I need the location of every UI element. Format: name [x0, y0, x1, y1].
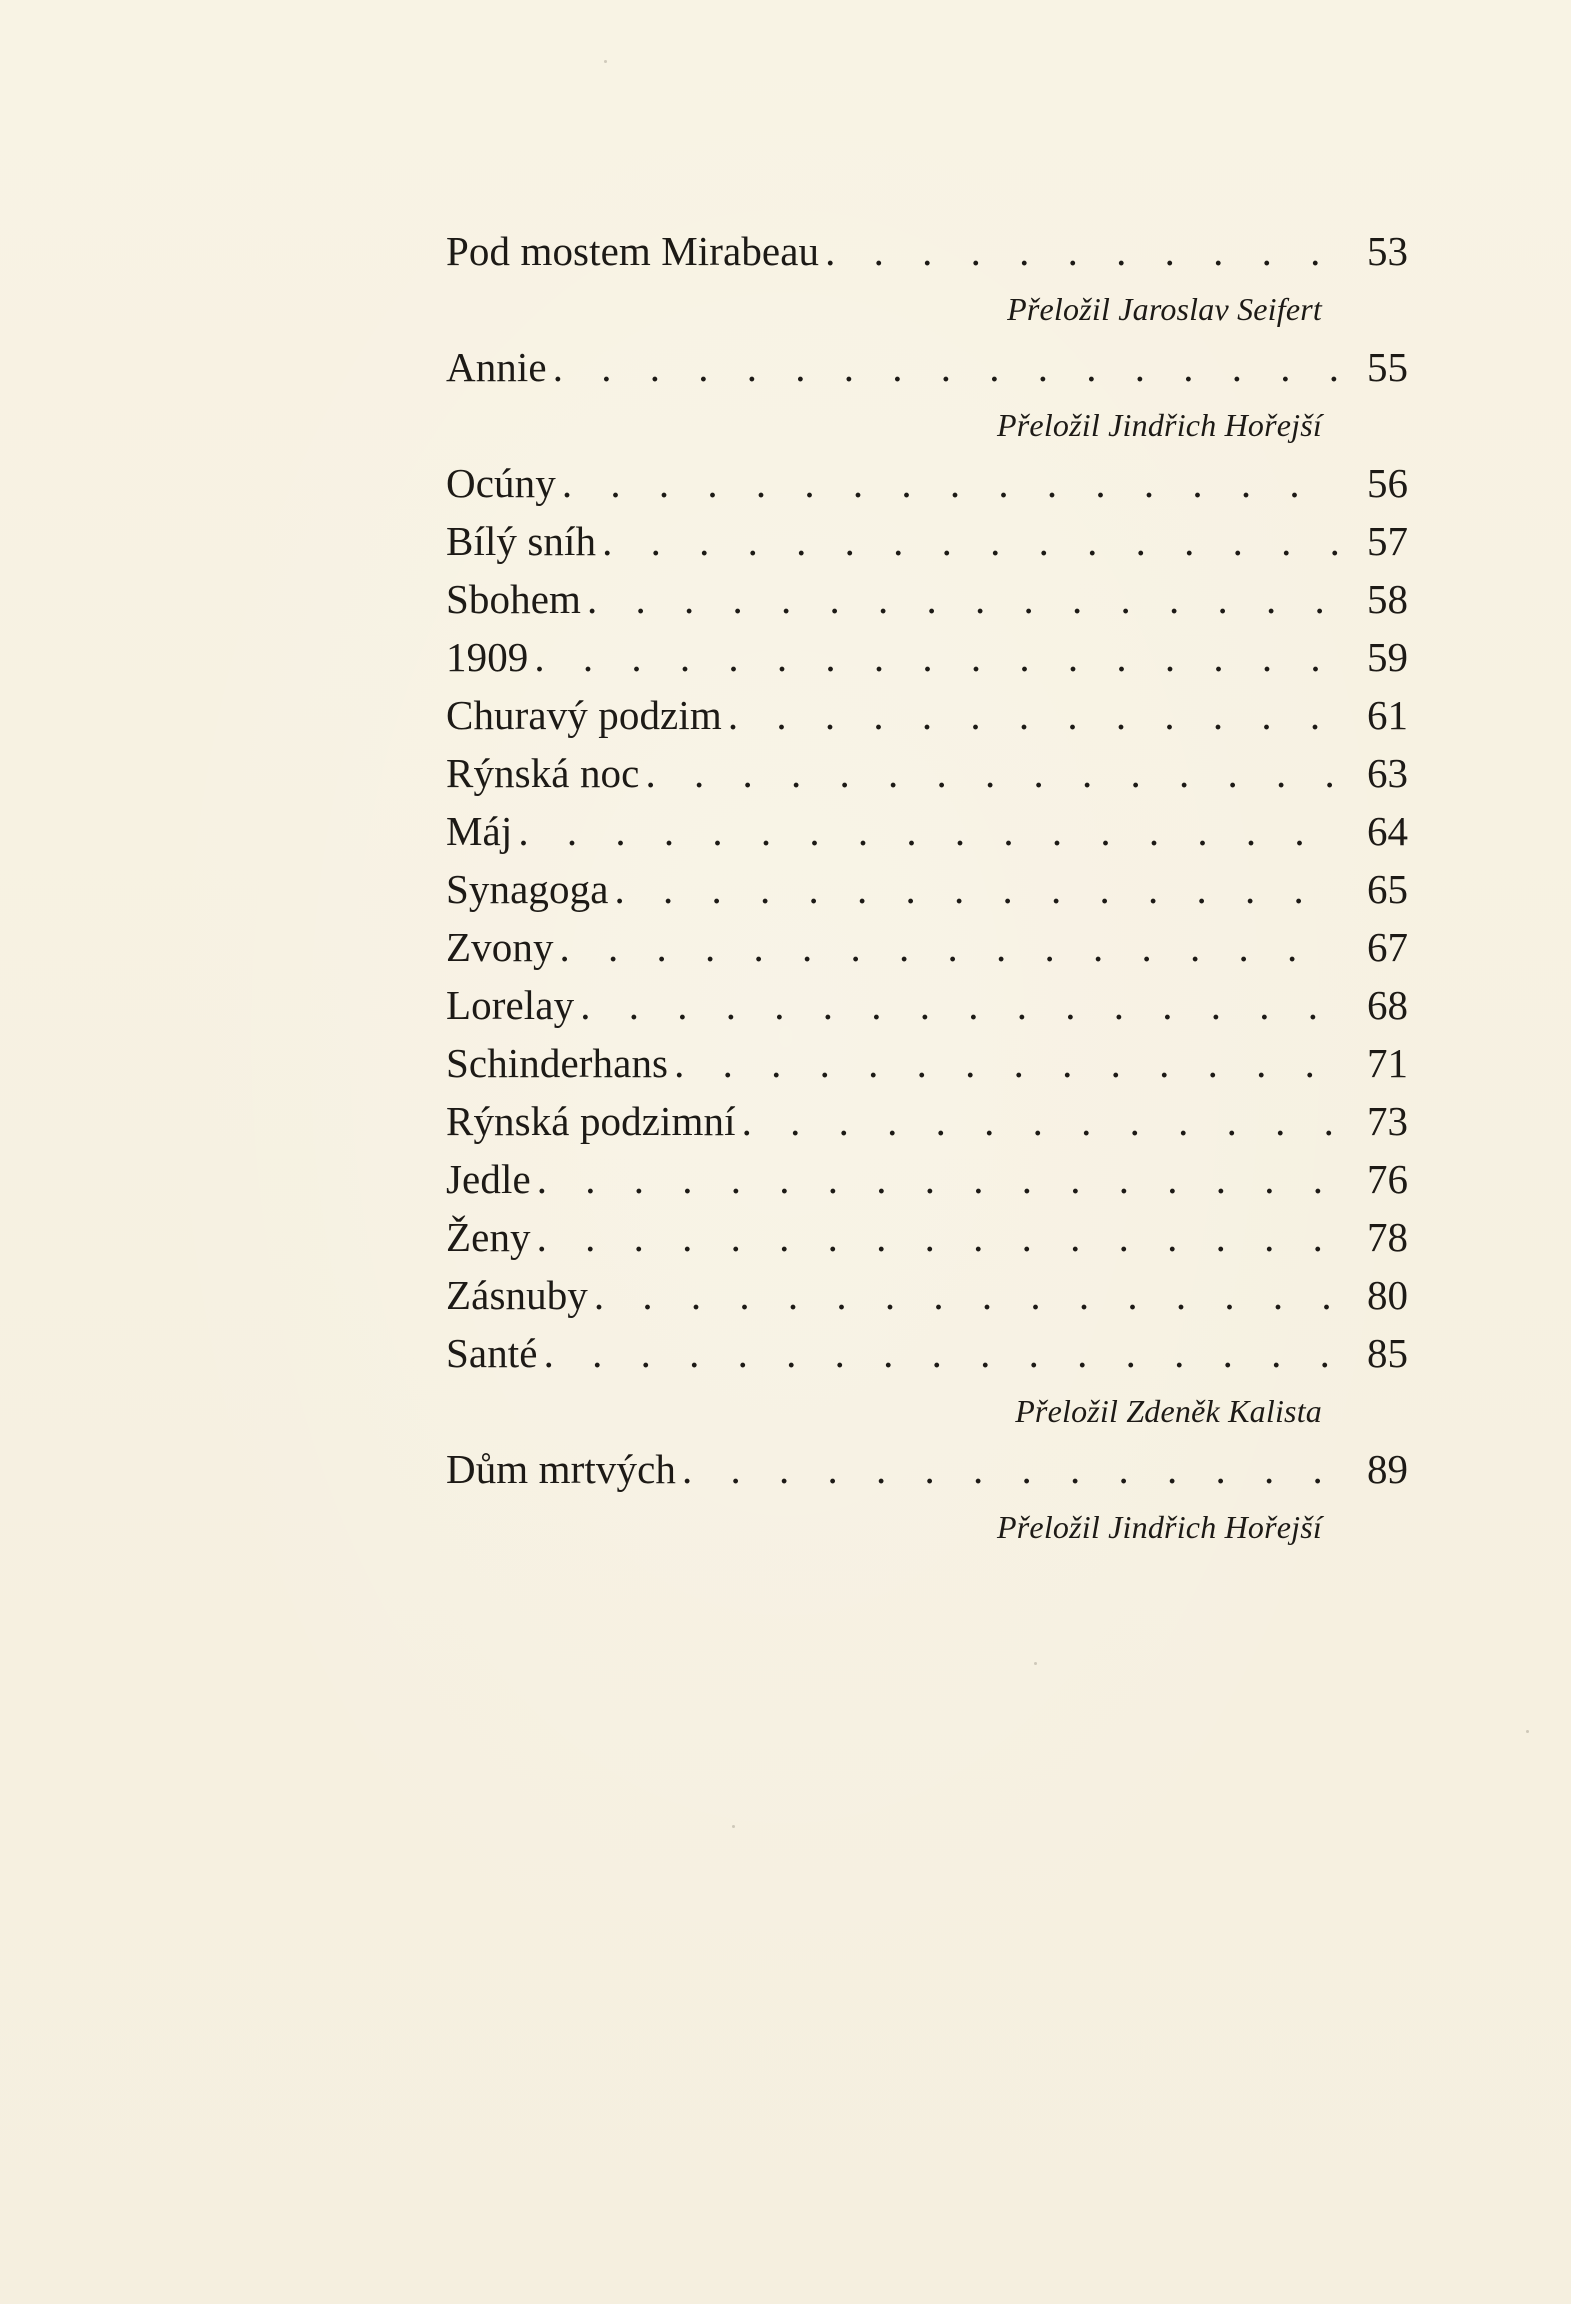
dot-leader	[553, 338, 1338, 396]
dot-leader	[580, 976, 1338, 1034]
paper-speck	[1526, 1730, 1529, 1733]
dot-leader	[645, 744, 1338, 802]
entry-title: Bílý sníh	[446, 518, 597, 564]
page-number: 71	[1367, 1040, 1408, 1086]
entry-title: Dům mrtvých	[446, 1446, 676, 1492]
entry-title: Rýnská podzimní	[446, 1098, 736, 1144]
toc-line	[446, 570, 1408, 628]
dot-leader	[518, 802, 1338, 860]
page-number: 78	[1367, 1214, 1408, 1260]
dot-leader	[602, 512, 1338, 570]
page-number: 80	[1367, 1272, 1408, 1318]
dot-leader	[615, 860, 1339, 918]
toc-entry	[446, 976, 1408, 1034]
entry-title: Churavý podzim	[446, 692, 722, 738]
page-number: 68	[1367, 982, 1408, 1028]
toc-line	[446, 1092, 1408, 1150]
entry-title: Lorelay	[446, 982, 575, 1028]
toc-entry	[446, 802, 1408, 860]
page-number: 76	[1367, 1156, 1408, 1202]
dot-leader	[560, 918, 1338, 976]
entry-title: Zásnuby	[446, 1272, 588, 1318]
page-number: 67	[1367, 924, 1408, 970]
toc-line	[446, 1208, 1408, 1266]
toc-line	[446, 976, 1408, 1034]
toc-entry	[446, 628, 1408, 686]
toc-line	[446, 628, 1408, 686]
entry-title: Synagoga	[446, 866, 609, 912]
dot-leader	[674, 1034, 1338, 1092]
page-number: 55	[1367, 344, 1408, 390]
dot-leader	[537, 1150, 1338, 1208]
page-number: 59	[1367, 634, 1408, 680]
toc-entry	[446, 860, 1408, 918]
toc-line	[446, 1440, 1408, 1498]
page-number: 57	[1367, 518, 1408, 564]
translator-credit: Přeložil Zdeněk Kalista	[1015, 1393, 1322, 1429]
dot-leader	[682, 1440, 1338, 1498]
entry-title: Santé	[446, 1330, 538, 1376]
dot-leader	[534, 628, 1338, 686]
toc-line	[446, 860, 1408, 918]
dot-leader	[537, 1208, 1338, 1266]
page-number: 65	[1367, 866, 1408, 912]
paper-speck	[732, 1825, 735, 1828]
page-number: 61	[1367, 692, 1408, 738]
entry-title: Rýnská noc	[446, 750, 640, 796]
entry-title: Ocúny	[446, 460, 556, 506]
page-number: 85	[1367, 1330, 1408, 1376]
translator-credit: Přeložil Jindřich Hořejší	[997, 1509, 1322, 1545]
page-number: 89	[1367, 1446, 1408, 1492]
page-number: 64	[1367, 808, 1408, 854]
toc-entry	[446, 1440, 1408, 1498]
paper-speck	[604, 60, 607, 63]
toc-line	[446, 454, 1408, 512]
toc-entry	[446, 1150, 1408, 1208]
entry-title: Annie	[446, 344, 547, 390]
entry-title: Ženy	[446, 1214, 531, 1260]
toc-entry	[446, 570, 1408, 628]
page-number: 63	[1367, 750, 1408, 796]
toc-line	[446, 802, 1408, 860]
dot-leader	[562, 454, 1338, 512]
toc-line	[446, 744, 1408, 802]
toc-entry	[446, 744, 1408, 802]
dot-leader	[587, 570, 1338, 628]
table-of-contents	[446, 222, 1408, 1556]
toc-line	[446, 1150, 1408, 1208]
toc-line	[446, 918, 1408, 976]
toc-line	[446, 338, 1408, 396]
dot-leader	[742, 1092, 1338, 1150]
entry-title: Schinderhans	[446, 1040, 669, 1086]
paper-speck	[1034, 1662, 1037, 1665]
page-number: 53	[1367, 228, 1408, 274]
toc-entry	[446, 338, 1408, 396]
toc-entry	[446, 222, 1408, 280]
page-number: 56	[1367, 460, 1408, 506]
toc-entry	[446, 1208, 1408, 1266]
dot-leader	[544, 1324, 1338, 1382]
toc-line	[446, 1266, 1408, 1324]
translator-credit: Přeložil Jaroslav Seifert	[1007, 291, 1322, 327]
toc-entry	[446, 1324, 1408, 1382]
toc-entry	[446, 918, 1408, 976]
toc-entry	[446, 512, 1408, 570]
toc-line	[446, 686, 1408, 744]
toc-entry	[446, 1266, 1408, 1324]
translator-credit: Přeložil Jindřich Hořejší	[997, 407, 1322, 443]
toc-entry	[446, 1092, 1408, 1150]
toc-entry	[446, 1034, 1408, 1092]
entry-title: Pod mostem Mirabeau	[446, 228, 820, 274]
entry-title: Sbohem	[446, 576, 581, 622]
dot-leader	[728, 686, 1338, 744]
toc-line	[446, 1034, 1408, 1092]
page-number: 73	[1367, 1098, 1408, 1144]
toc-line	[446, 222, 1408, 280]
entry-title: 1909	[446, 634, 529, 680]
entry-title: Zvony	[446, 924, 554, 970]
toc-entry	[446, 454, 1408, 512]
dot-leader	[825, 222, 1338, 280]
entry-title: Máj	[446, 808, 513, 854]
toc-entry	[446, 686, 1408, 744]
entry-title: Jedle	[446, 1156, 531, 1202]
toc-line	[446, 512, 1408, 570]
dot-leader	[594, 1266, 1338, 1324]
page-number: 58	[1367, 576, 1408, 622]
toc-line	[446, 1324, 1408, 1382]
